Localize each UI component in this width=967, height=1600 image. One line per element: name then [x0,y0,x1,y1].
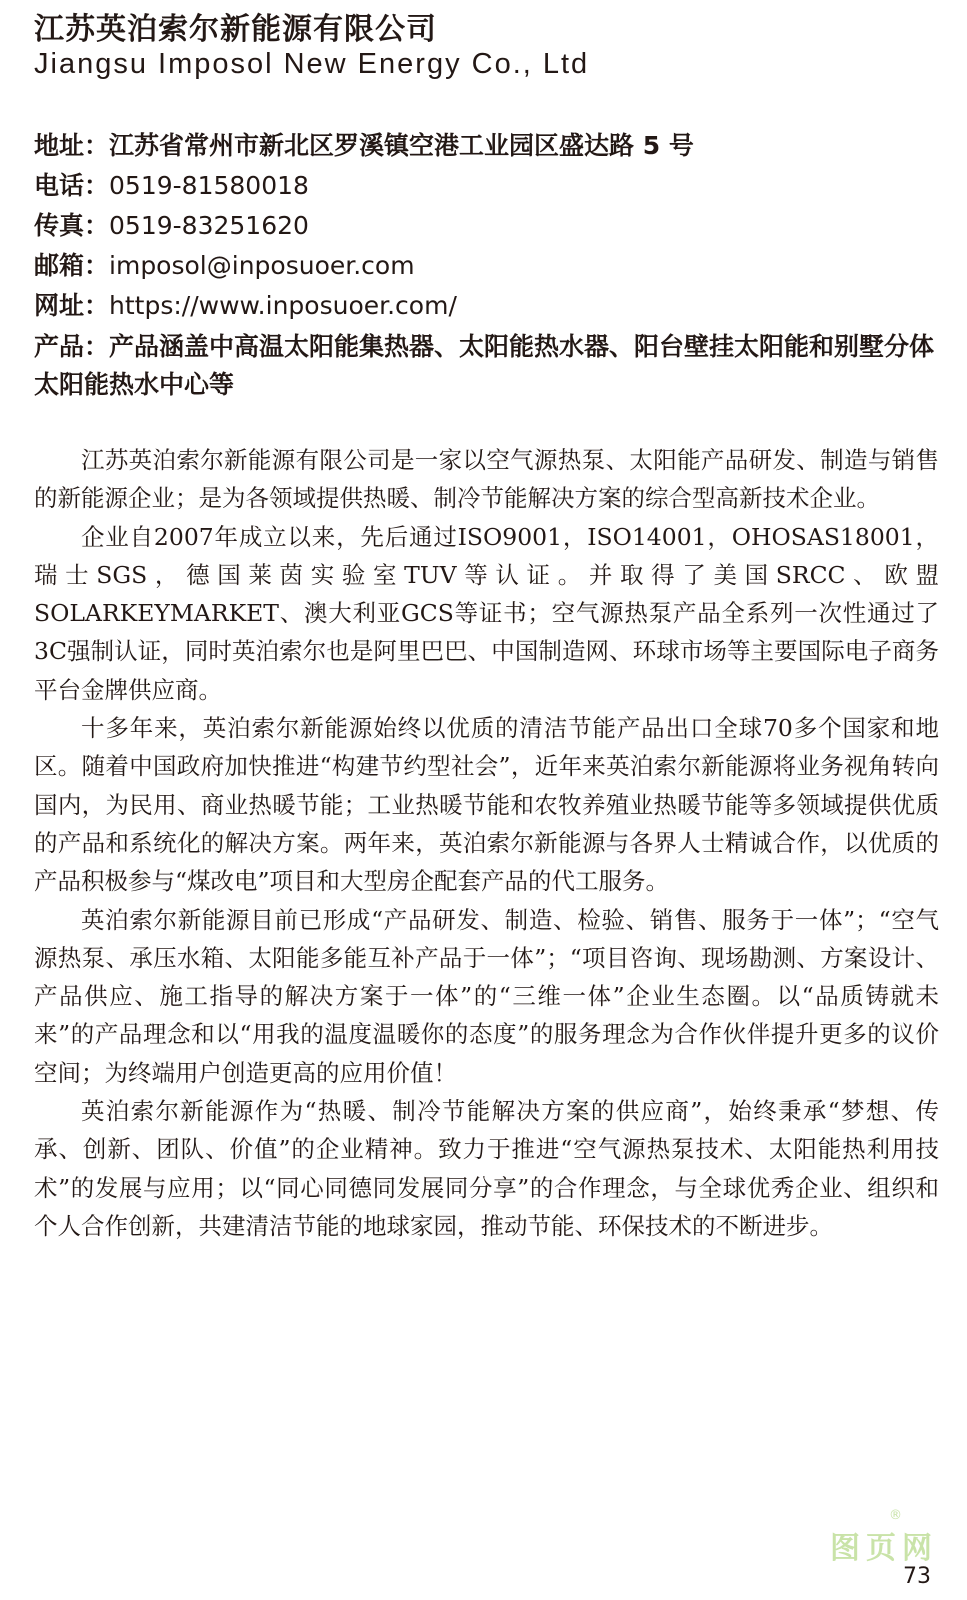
address-label: 地址： [34,131,110,160]
fax-label: 传真： [34,211,110,240]
phone-label: 电话： [34,171,110,200]
paragraph-intro: 江苏英泊索尔新能源有限公司是一家以空气源热泵、太阳能产品研发、制造与销售的新能源企业；是为各领域提供热暖、制冷节能解决方案的综合型高新技术企业。 [34,446,939,513]
products-row [34,328,939,404]
email-row [34,246,944,286]
company-name-chinese: 江苏英泊索尔新能源有限公司 [34,12,437,47]
email-value: imposol@inposuoer.com [109,251,415,280]
products-label: 产品： [34,332,110,361]
website-row [34,286,944,326]
fax-row [34,206,944,246]
company-name-english: Jiangsu Imposol New Energy Co., Ltd [34,48,590,80]
watermark-logo: 图页网 [830,1531,938,1566]
products-value: 产品涵盖中高温太阳能集热器、太阳能热水器、阳台壁挂太阳能和别墅分体太阳能热水中心等 [34,332,935,399]
paragraph-certifications: 企业自2007年成立以来，先后通过ISO9001，ISO14001，OHOSAS18001，瑞士SGS，德国莱茵实验室TUV等认证。并取得了美国SRCC、欧盟SOLARKEYMARKET、澳大利亚GCS等证书；空气源热泵产品全系列一次性通过了3C强制认证，同时英泊索尔也是阿里巴巴、中国制造网、环球市场等主要国际电子商务平台金牌供应商。 [34,522,939,704]
company-description [34,441,939,1245]
phone-value: 0519-81580018 [109,171,309,200]
website-label: 网址： [34,291,110,320]
email-label: 邮箱： [34,251,110,280]
contact-info-block [34,126,944,404]
paragraph-history: 十多年来，英泊索尔新能源始终以优质的清洁节能产品出口全球70多个国家和地区。随着中国政府加快推进“构建节约型社会”，近年来英泊索尔新能源将业务视角转向国内，为民用、商业热暖节能；工业热暖节能和农牧养殖业热暖节能等多领域提供优质的产品和系统化的解决方案。两年来，英泊索尔新能源与各界人士精诚合作，以优质的产品积极参与“煤改电”项目和大型房企配套产品的代工服务。 [34,714,939,896]
address-row [34,126,944,166]
paragraph-ecosystem: 英泊索尔新能源目前已形成“产品研发、制造、检验、销售、服务于一体”；“空气源热泵、承压水箱、太阳能多能互补产品于一体”；“项目咨询、现场勘测、方案设计、产品供应、施工指导的解决方案于一体”的“三维一体”企业生态圈。以“品质铸就未来”的产品理念和以“用我的温度温暖你的态度”的服务理念为合作伙伴提升更多的议价空间；为终端用户创造更高的应用价值！ [34,905,939,1087]
page-number: 73 [903,1564,931,1589]
fax-value: 0519-83251620 [109,211,309,240]
registered-mark: ® [889,1508,902,1523]
phone-row [34,166,944,206]
paragraph-mission: 英泊索尔新能源作为“热暖、制冷节能解决方案的供应商”，始终秉承“梦想、传承、创新、团队、价值”的企业精神。致力于推进“空气源热泵技术、太阳能热利用技术”的发展与应用；以“同心同德同发展同分享”的合作理念，与全球优秀企业、组织和个人合作创新，共建清洁节能的地球家园，推动节能、环保技术的不断进步。 [34,1097,939,1240]
address-value: 江苏省常州市新北区罗溪镇空港工业园区盛达路 5 号 [109,131,694,160]
website-value: https://www.inposuoer.com/ [109,291,457,320]
